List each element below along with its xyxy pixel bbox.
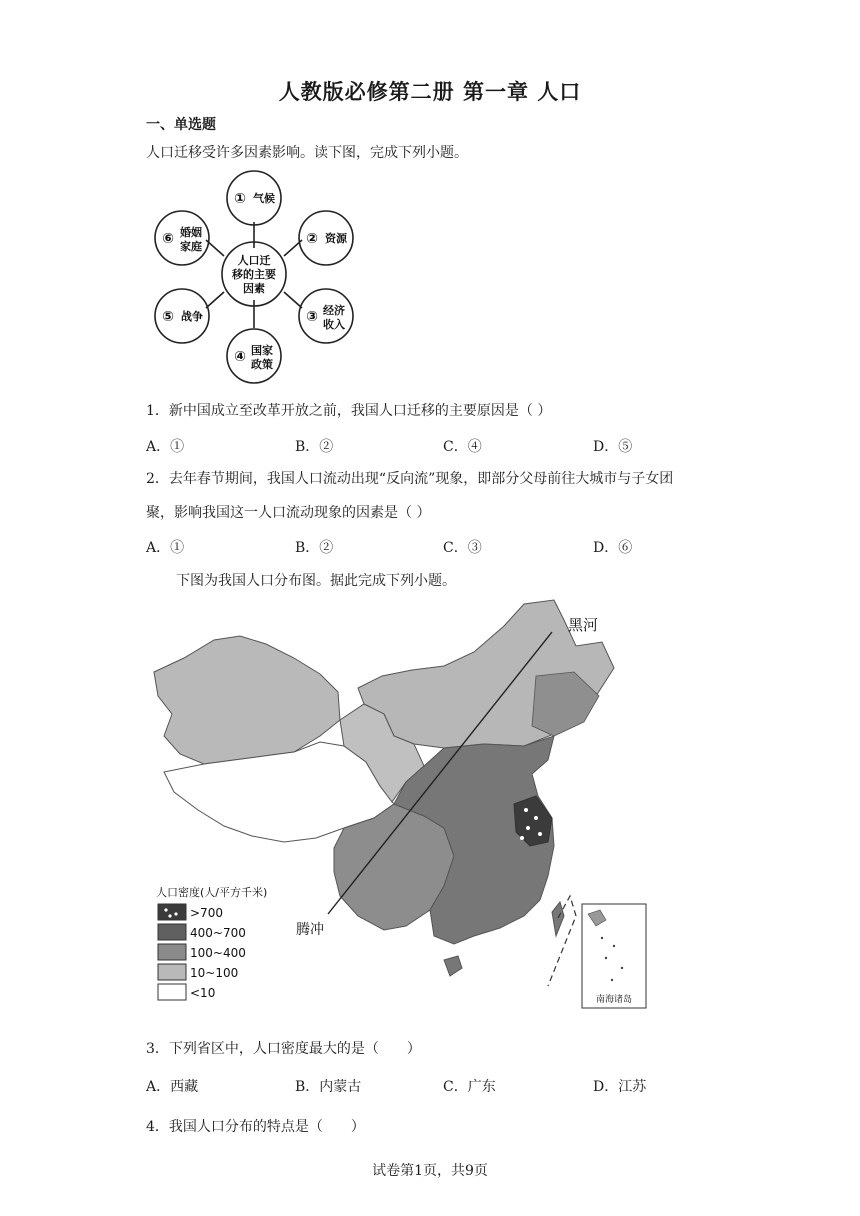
q3-option-b: B．内蒙古	[295, 1079, 362, 1095]
q3-option-a: A．西藏	[146, 1079, 199, 1095]
factor-6-label-1: 婚姻	[180, 226, 202, 239]
legend-title: 人口密度(人/平方千米)	[156, 886, 268, 899]
center-line-1: 人口迁	[237, 254, 271, 267]
factor-4-num: ④	[234, 349, 246, 365]
factor-2-num: ②	[306, 231, 318, 247]
legend-swatch-1	[158, 904, 186, 920]
factor-4-label-2: 政策	[251, 358, 273, 371]
q2-option-c: C．③	[443, 540, 482, 556]
q2-option-a: A．①	[146, 540, 185, 556]
q3-option-d: D．江苏	[593, 1079, 647, 1095]
center-line-3: 因素	[243, 282, 265, 295]
legend-label-1: >700	[190, 906, 223, 920]
factor-3-num: ③	[306, 309, 318, 325]
page-title: 人教版必修第二册 第一章 人口	[278, 80, 582, 104]
question-2-line-1: 2．去年春节期间，我国人口流动出现“反向流”现象，即部分父母前往大城市与子女团	[146, 471, 674, 487]
factor-2-label: 资源	[325, 232, 347, 245]
inset-label: 南海诸岛	[595, 995, 633, 1005]
legend-swatch-3	[158, 944, 186, 960]
legend-label-4: 10~100	[190, 966, 239, 980]
factor-5-num: ⑤	[162, 309, 174, 325]
factor-3-label-2: 收入	[323, 318, 345, 331]
legend-swatch-5	[158, 984, 186, 1000]
q2-option-b: B．②	[295, 540, 334, 556]
question-2-line-2: 聚，影响我国这一人口流动现象的因素是（ ）	[146, 505, 431, 521]
population-density-map	[144, 596, 664, 1014]
map-taiwan	[552, 902, 564, 936]
q1-option-d: D．⑤	[593, 439, 633, 455]
q1-option-a: A．①	[146, 439, 185, 455]
label-tengchong: 腾冲	[296, 922, 324, 938]
factor-1-num: ①	[234, 191, 246, 207]
factor-1-label: 气候	[253, 192, 275, 205]
factor-6-label-2: 家庭	[180, 240, 202, 253]
page-footer: 试卷第1页，共9页	[372, 1163, 488, 1179]
question-3: 3．下列省区中，人口密度最大的是（ ）	[146, 1041, 421, 1057]
label-heihe: 黑河	[568, 616, 599, 634]
legend-label-2: 400~700	[190, 926, 246, 940]
factor-5-label: 战争	[181, 310, 203, 323]
question-4: 4．我国人口分布的特点是（ ）	[146, 1119, 365, 1135]
center-line-2: 移的主要	[232, 268, 276, 281]
q1-option-c: C．④	[443, 439, 482, 455]
factor-4-label-1: 国家	[251, 344, 273, 357]
question-1: 1．新中国成立至改革开放之前，我国人口迁移的主要原因是（ ）	[146, 403, 552, 419]
factor-6-num: ⑥	[162, 231, 174, 247]
legend-swatch-4	[158, 964, 186, 980]
legend-label-5: <10	[190, 986, 216, 1000]
q3-option-c: C．广东	[443, 1079, 496, 1095]
legend-swatch-2	[158, 924, 186, 940]
factor-3-label-1: 经济	[323, 304, 345, 317]
map-hainan	[444, 956, 462, 976]
section-heading: 一、单选题	[146, 117, 216, 133]
q1-option-b: B．②	[295, 439, 334, 455]
intro-text-1: 人口迁移受许多因素影响。读下图，完成下列小题。	[146, 145, 468, 161]
q2-option-d: D．⑥	[593, 540, 633, 556]
intro-text-2: 下图为我国人口分布图。据此完成下列小题。	[176, 573, 456, 589]
migration-factors-diagram	[148, 168, 360, 388]
legend-label-3: 100~400	[190, 946, 246, 960]
